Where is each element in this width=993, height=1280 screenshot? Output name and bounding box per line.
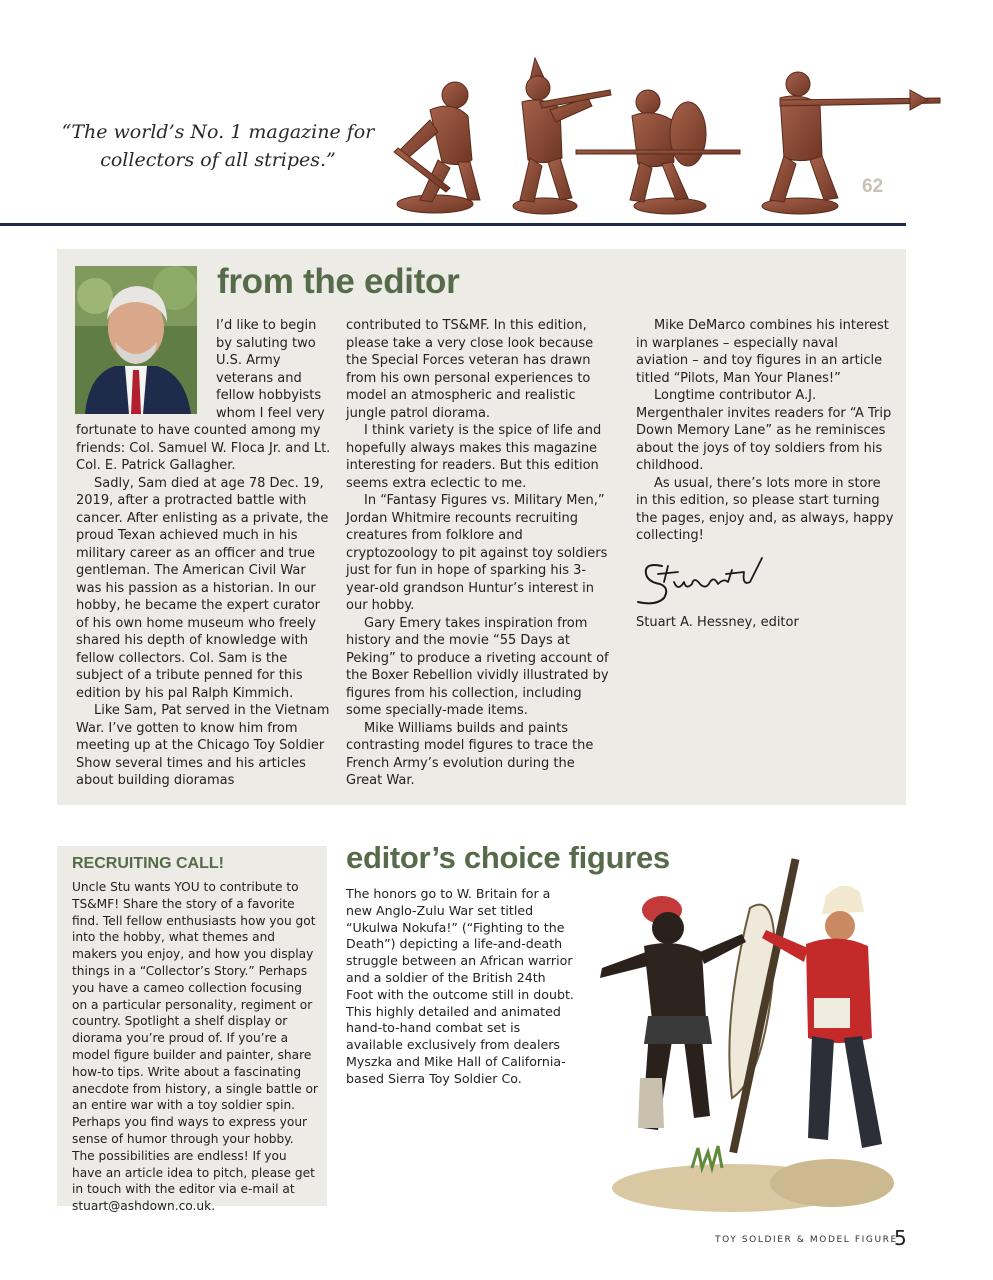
editor-paragraph: Like Sam, Pat served in the Vietnam War. I’ve gotten to know him from meeting up at the Chicago Toy Soldier Show several times and his articles about building dioramas	[76, 703, 330, 788]
signature-caption: Stuart A. Hessney, editor	[636, 615, 799, 630]
magazine-tagline	[58, 118, 378, 174]
editors-choice-title: editor’s choice figures	[346, 840, 670, 875]
editors-choice-body: The honors go to W. Britain for a new Anglo-Zulu War set titled “Ukulwa Nokufa!” (“Fighting to the Death”) depicting a life-and-death struggle between an African warrior and a soldier of the British 24th Foot with the outcome still in doubt. This highly detailed and animated hand-to-hand combat set is available exclusively from dealers Myszka and Mike Hall of California-based Sierra Toy Soldier Co.	[346, 886, 574, 1086]
editor-paragraph: As usual, there’s lots more in store in this edition, so please start turning the pages, enjoy and, as always, happy collecting!	[636, 475, 894, 543]
issue-number: 62	[862, 176, 884, 197]
from-the-editor-title: from the editor	[217, 262, 460, 301]
toy-figure-1	[394, 82, 480, 213]
editor-paragraph: contributed to TS&MF. In this edition, please take a very close look because the Special Forces veteran has drawn from his own personal experiences to model an atmospheric and realistic jungle patrol diorama.	[346, 318, 594, 421]
tagline-line-2: collectors of all stripes.”	[100, 149, 336, 171]
tagline-line-1: “The world’s No. 1 magazine for	[61, 121, 375, 143]
editor-paragraph: I’d like to begin by saluting two U.S. Army veterans and fellow hobbyists whom I feel very fortunate to have counted among my friends: Col. Samuel W. Floca Jr. and Lt. Col. E. Patrick Gallagher.	[76, 318, 331, 473]
editor-column-2	[346, 317, 614, 790]
zulu-warrior-figure	[600, 896, 746, 1130]
editor-paragraph: In “Fantasy Figures vs. Military Men,” Jordan Whitmire recounts recruiting creatures from folklore and cryptozoology to pit against toy soldiers just for fun in hope of sparking his 3-year-old grandson Huntur’s interest in our hobby.	[346, 493, 608, 613]
footer-publication-name: TOY SOLDIER & MODEL FIGURE	[715, 1235, 898, 1245]
recruiting-call-title: RECRUITING CALL!	[72, 855, 224, 872]
editor-column-1	[76, 317, 332, 790]
toy-figure-4	[762, 72, 940, 214]
toy-figure-2	[513, 58, 611, 214]
editor-paragraph: I think variety is the spice of life and hopefully always makes this magazine interesting for readers. But this edition seems extra eclectic to me.	[346, 423, 602, 491]
editor-signature	[634, 552, 784, 612]
editor-paragraph: Longtime contributor A.J. Mergenthaler invites readers for “A Trip Down Memory Lane” as he reminisces about the joys of toy soldiers from his childhood.	[636, 388, 892, 473]
editor-paragraph: Mike DeMarco combines his interest in warplanes – especially naval aviation – and toy figures in an article titled “Pilots, Man Your Planes!”	[636, 318, 889, 386]
portrait-wrap-spacer	[76, 317, 216, 421]
editor-paragraph: Sadly, Sam died at age 78 Dec. 19, 2019, after a protracted battle with cancer. After enlisting as a private, the proud Texan achieved much in his military career as an officer and true gentleman. The American Civil War was his passion as a historian. In our hobby, he became the expert curator of his own home museum who freely shared his depth of knowledge with fellow collectors. Col. Sam is the subject of a tribute penned for this edition by his pal Ralph Kimmich.	[76, 475, 329, 701]
toy-figure-3	[576, 90, 740, 214]
header-divider	[0, 223, 906, 226]
editor-paragraph: Mike Williams builds and paints contrasting model figures to trace the French Army’s evolution during the Great War.	[346, 720, 594, 788]
footer-page-number: 5	[894, 1226, 907, 1250]
editor-column-3	[636, 317, 894, 545]
editor-paragraph: Gary Emery takes inspiration from history and the movie “55 Days at Peking” to produce a riveting account of the Boxer Rebellion vividly illustrated by figures from his collection, including some specially-made items.	[346, 615, 609, 718]
recruiting-call-body: Uncle Stu wants YOU to contribute to TS&MF! Share the story of a favorite find. Tell fellow enthusiasts how you got into the hobby, what themes and makers you enjoy, and how you display things in a “Collector’s Story.” Perhaps you have a cameo collection focusing on a particular personality, regiment or country. Spotlight a shelf display or diorama you’re proud of. If you’re a model figure builder and painter, share how-to tips. Write about a fascinating anecdote from history, a single battle or an entire war with a toy soldier spin. Perhaps you find ways to express your sense of humor through your hobby. The possibilities are endless! If you have an article idea to pitch, please get in touch with the editor via e-mail at stuart@ashdown.co.uk.	[72, 880, 318, 1214]
anglo-zulu-figure-set-photo	[582, 848, 922, 1218]
